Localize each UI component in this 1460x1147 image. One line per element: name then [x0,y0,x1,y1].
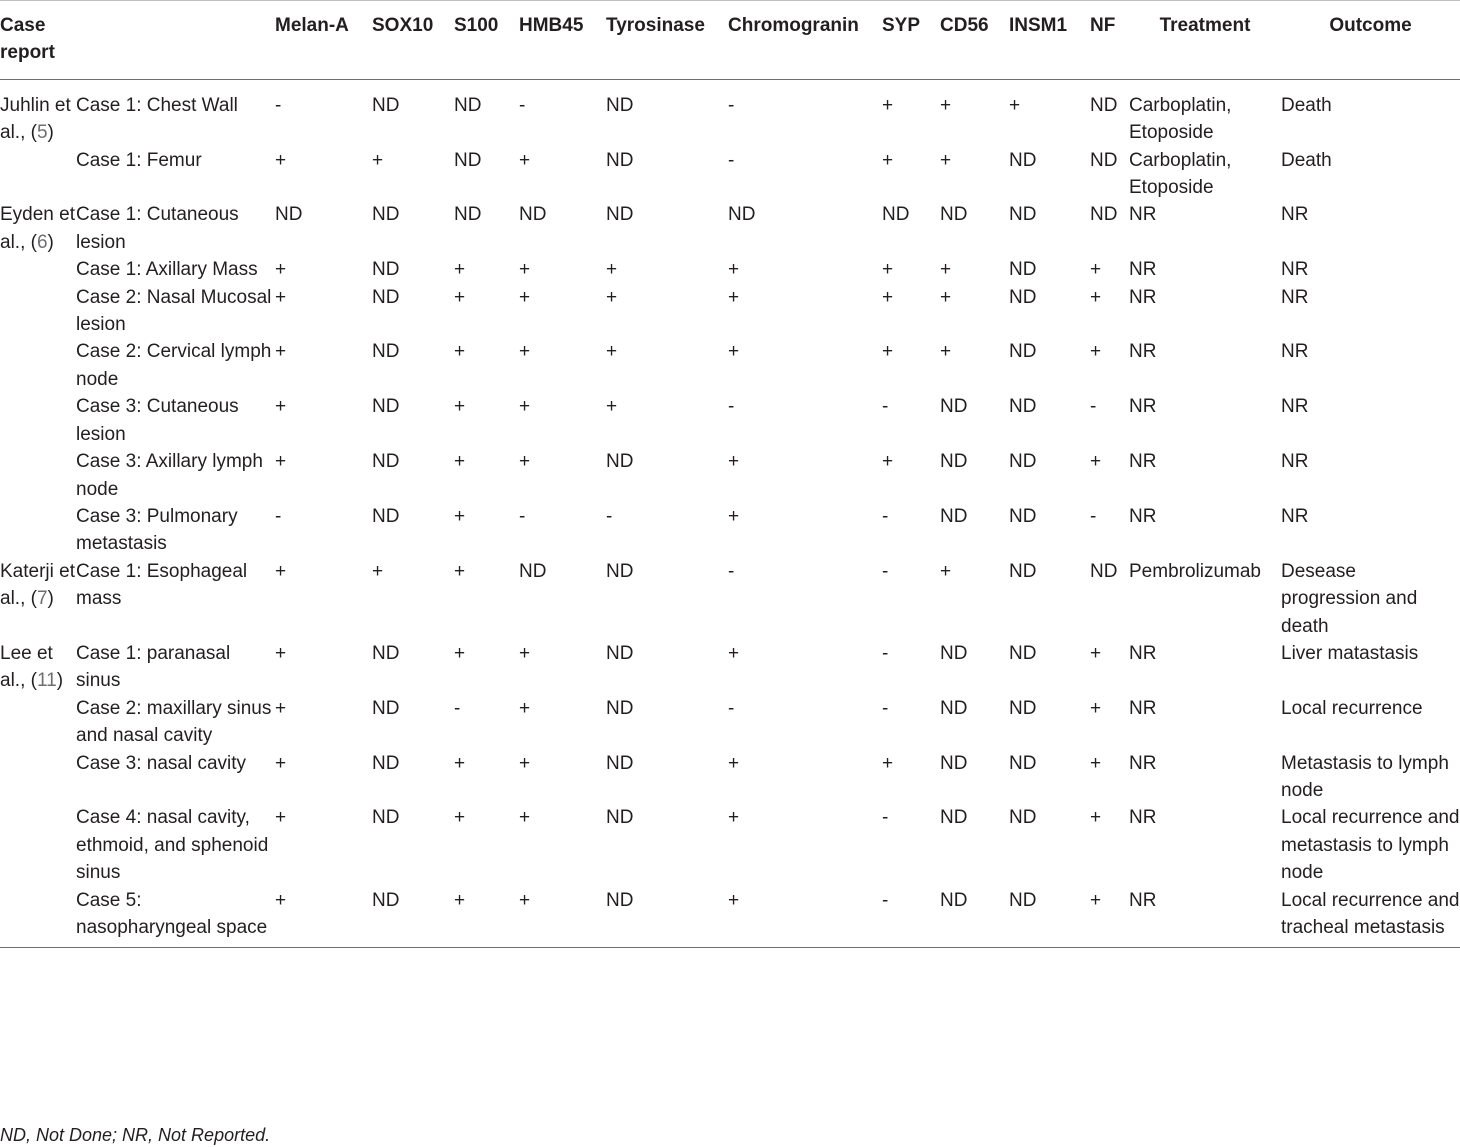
header-outcome: Outcome [1329,15,1412,36]
case-cell: Case 1: Femur [76,149,202,171]
marker-cell: + [728,752,740,774]
marker-cell: + [728,889,740,911]
marker-cell: + [454,259,466,281]
marker-cell: ND [372,889,400,911]
marker-cell: + [606,286,618,308]
marker-cell: ND [1009,505,1037,527]
marker-cell: - [728,396,735,418]
marker-cell: ND [606,752,634,774]
marker-cell: ND [940,697,968,719]
marker-cell: + [1090,451,1102,473]
case-cell: Case 3: nasal cavity [76,752,247,774]
header-syp: SYP [882,15,921,36]
table-row [0,448,1460,503]
marker-cell: + [1090,889,1102,911]
reference-link[interactable]: 6 [36,231,48,253]
marker-cell: - [1090,396,1097,418]
outcome-cell: Local recurrence and metastasis to lymph node [1281,807,1460,884]
marker-cell: ND [372,697,400,719]
marker-cell: ND [606,451,634,473]
author-cell [0,503,76,558]
marker-cell: + [454,505,466,527]
marker-cell: - [519,505,526,527]
marker-cell: + [519,396,531,418]
author-cell [0,887,76,948]
marker-cell: + [1090,697,1102,719]
marker-cell: + [728,286,740,308]
table-row [0,887,1460,948]
marker-cell: ND [372,259,400,281]
marker-cell: + [519,697,531,719]
marker-cell: + [882,286,894,308]
table-row [0,79,1460,146]
marker-cell: ND [1009,807,1037,829]
marker-cell: ND [1009,204,1037,226]
table-footnote: ND, Not Done; NR, Not Reported. [0,1125,271,1145]
author-cell [0,201,76,256]
marker-cell: ND [606,889,634,911]
marker-cell: + [454,752,466,774]
marker-cell: + [275,560,287,582]
marker-cell: ND [1009,697,1037,719]
marker-cell: + [728,642,740,664]
author-cell [0,338,76,393]
author-close: ) [47,588,54,610]
marker-cell: + [275,396,287,418]
marker-cell: ND [940,505,968,527]
header-melan-a: Melan-A [275,15,349,36]
treatment-cell: NR [1129,259,1157,281]
author-close: ) [47,122,54,144]
marker-cell: + [882,451,894,473]
outcome-cell: Local recurrence and tracheal metastasis [1281,889,1460,938]
case-cell: Case 1: Cutaneous lesion [76,204,239,253]
marker-cell: + [275,149,287,171]
header-nf: NF [1090,15,1116,36]
marker-cell: ND [728,204,756,226]
marker-cell: + [275,259,287,281]
outcome-cell: Metastasis to lymph node [1281,752,1449,801]
marker-cell: + [454,807,466,829]
treatment-cell: NR [1129,396,1157,418]
marker-cell: + [519,752,531,774]
case-cell: Case 4: nasal cavity, ethmoid, and sphenoid sinus [76,807,269,884]
marker-cell: + [728,505,740,527]
treatment-cell: NR [1129,204,1157,226]
case-cell: Case 5: nasopharyngeal space [76,889,268,938]
outcome-cell: NR [1281,341,1309,363]
reference-link[interactable]: 5 [36,122,48,144]
marker-cell: ND [606,204,634,226]
marker-cell: + [519,889,531,911]
marker-cell: + [454,341,466,363]
marker-cell: + [275,341,287,363]
header-chromogranin: Chromogranin [728,15,859,36]
marker-cell: ND [1009,642,1037,664]
marker-cell: ND [606,697,634,719]
author-cell [0,79,76,146]
marker-cell: ND [372,341,400,363]
header-hmb45: HMB45 [519,15,584,36]
table-row [0,804,1460,886]
table-row [0,503,1460,558]
marker-cell: + [728,451,740,473]
marker-cell: + [454,642,466,664]
author-cell [0,256,76,283]
outcome-cell: NR [1281,451,1309,473]
marker-cell: ND [940,889,968,911]
marker-cell: ND [372,505,400,527]
marker-cell: ND [606,94,634,116]
marker-cell: ND [1009,396,1037,418]
marker-cell: + [1090,807,1102,829]
marker-cell: ND [940,451,968,473]
case-cell: Case 1: paranasal sinus [76,642,231,692]
marker-cell: ND [372,286,400,308]
marker-cell: + [372,149,384,171]
marker-cell: ND [1009,752,1037,774]
table-row [0,201,1460,256]
marker-cell: + [519,259,531,281]
marker-cell: ND [606,149,634,171]
case-cell: Case 3: Axillary lymph node [76,451,263,500]
marker-cell: ND [940,204,968,226]
case-cell: Case 1: Chest Wall [76,94,238,116]
outcome-cell: NR [1281,286,1309,308]
treatment-cell: NR [1129,889,1157,911]
author-close: ) [47,231,54,253]
table-row [0,147,1460,202]
marker-cell: ND [940,396,968,418]
marker-cell: + [606,396,618,418]
author-cell [0,147,76,202]
outcome-cell: NR [1281,505,1309,527]
case-cell: Case 3: Cutaneous lesion [76,396,239,445]
case-cell: Case 2: Cervical lymph node [76,341,272,390]
outcome-cell: NR [1281,204,1309,226]
author-close: ) [56,670,64,692]
marker-cell: ND [940,752,968,774]
marker-cell: ND [372,807,400,829]
marker-cell: ND [606,560,634,582]
marker-cell: + [940,341,952,363]
marker-cell: + [940,560,952,582]
marker-cell: + [1090,286,1102,308]
author-cell [0,284,76,339]
marker-cell: ND [1009,286,1037,308]
marker-cell: ND [372,642,400,664]
marker-cell: + [275,642,287,664]
table-body [0,79,1460,948]
author-name: Juhlin et al., ( [0,94,71,144]
marker-cell: ND [1009,149,1037,171]
marker-cell: + [940,149,952,171]
treatment-cell: NR [1129,451,1157,473]
marker-cell: - [882,505,889,527]
marker-cell: ND [1090,94,1118,116]
header-tyrosinase: Tyrosinase [606,15,705,36]
marker-cell: ND [1009,889,1037,911]
marker-cell: + [454,286,466,308]
treatment-cell: Carboplatin, Etoposide [1129,149,1232,199]
marker-cell: - [728,149,735,171]
marker-cell: - [454,697,461,719]
marker-cell: ND [1009,560,1037,582]
author-cell [0,750,76,805]
marker-cell: + [454,889,466,911]
treatment-cell: NR [1129,505,1157,527]
header-blank [76,0,275,79]
marker-cell: ND [940,807,968,829]
marker-cell: + [454,396,466,418]
marker-cell: + [1090,752,1102,774]
marker-cell: + [275,752,287,774]
table-row [0,750,1460,805]
author-cell [0,804,76,886]
marker-cell: ND [275,204,303,226]
marker-cell: - [882,396,889,418]
marker-cell: + [519,642,531,664]
marker-cell: ND [454,94,482,116]
case-cell: Case 2: maxillary sinus and nasal cavity [76,697,272,747]
marker-cell: ND [1090,560,1118,582]
marker-cell: + [728,807,740,829]
marker-cell: ND [372,451,400,473]
marker-cell: + [372,560,384,582]
marker-cell: + [1090,642,1102,664]
author-name: Eyden et al., ( [0,204,75,253]
marker-cell: ND [372,204,400,226]
marker-cell: + [882,259,894,281]
author-cell [0,558,76,640]
marker-cell: - [519,94,526,116]
treatment-cell: NR [1129,286,1157,308]
marker-cell: ND [1090,149,1118,171]
marker-cell: + [1009,94,1021,116]
marker-cell: + [728,259,740,281]
marker-cell: + [728,341,740,363]
table-row [0,558,1460,640]
marker-cell: + [275,807,287,829]
header-sox10: SOX10 [372,15,434,36]
author-cell [0,640,76,695]
outcome-cell: Death [1281,149,1332,171]
case-cell: Case 2: Nasal Mucosal lesion [76,286,272,336]
table-row [0,393,1460,448]
marker-cell: + [940,259,952,281]
marker-cell: + [1090,341,1102,363]
marker-cell: + [606,259,618,281]
reference-link[interactable]: 7 [36,588,48,610]
outcome-cell: Desease progression and death [1281,560,1418,637]
table-row [0,695,1460,750]
marker-cell: - [606,505,613,527]
marker-cell: + [606,341,618,363]
marker-cell: ND [372,94,400,116]
marker-cell: - [1090,505,1097,527]
marker-cell: ND [882,204,910,226]
marker-cell: - [275,94,282,116]
header-cd56: CD56 [940,15,989,36]
marker-cell: + [454,560,466,582]
marker-cell: ND [1009,451,1037,473]
marker-cell: ND [519,560,547,582]
outcome-cell: NR [1281,396,1309,418]
author-cell [0,393,76,448]
reference-link[interactable]: 11 [36,670,57,692]
marker-cell: + [519,286,531,308]
author-cell [0,695,76,750]
treatment-cell: NR [1129,807,1157,829]
treatment-cell: NR [1129,752,1157,774]
marker-cell: - [882,889,889,911]
treatment-cell: NR [1129,642,1157,664]
marker-cell: + [519,451,531,473]
marker-cell: + [275,697,287,719]
outcome-cell: NR [1281,259,1309,281]
outcome-cell: Death [1281,94,1332,116]
marker-cell: + [519,341,531,363]
marker-cell: + [940,94,952,116]
case-cell: Case 1: Axillary Mass [76,259,258,281]
marker-cell: + [519,149,531,171]
treatment-cell: NR [1129,341,1157,363]
marker-cell: ND [1090,204,1118,226]
marker-cell: ND [1009,341,1037,363]
table-row [0,640,1460,695]
marker-cell: ND [606,807,634,829]
marker-cell: ND [454,149,482,171]
marker-cell: - [882,560,889,582]
outcome-cell: Liver matastasis [1281,642,1419,664]
marker-cell: - [728,697,735,719]
marker-cell: + [882,752,894,774]
marker-cell: - [275,505,282,527]
marker-cell: ND [372,396,400,418]
treatment-cell: Carboplatin, Etoposide [1129,94,1232,144]
treatment-cell: Pembrolizumab [1129,560,1261,582]
marker-cell: ND [519,204,547,226]
header-treatment: Treatment [1159,15,1251,36]
table-row [0,338,1460,393]
header-s100: S100 [454,15,499,36]
marker-cell: + [454,451,466,473]
marker-cell: + [940,286,952,308]
author-name: Katerji et al., ( [0,560,75,610]
marker-cell: ND [372,752,400,774]
case-cell: Case 3: Pulmonary metastasis [76,505,238,555]
header-row [0,0,1460,79]
marker-cell: + [519,807,531,829]
author-cell [0,448,76,503]
marker-cell: + [275,286,287,308]
marker-cell: - [882,697,889,719]
marker-cell: ND [1009,259,1037,281]
treatment-cell: NR [1129,697,1157,719]
marker-cell: - [882,642,889,664]
marker-cell: ND [940,642,968,664]
header-case-report: Case report [0,15,55,64]
marker-cell: + [882,341,894,363]
marker-cell: + [882,94,894,116]
author-name: Lee et al., ( [0,642,53,692]
table-row [0,256,1460,283]
outcome-cell: Local recurrence [1281,697,1423,719]
marker-cell: + [275,889,287,911]
marker-cell: - [728,560,735,582]
marker-cell: + [1090,259,1102,281]
marker-cell: - [882,807,889,829]
marker-cell: ND [606,642,634,664]
marker-cell: + [882,149,894,171]
marker-cell: ND [454,204,482,226]
table-row [0,284,1460,339]
marker-cell: - [728,94,735,116]
marker-cell: + [275,451,287,473]
case-cell: Case 1: Esophageal mass [76,560,248,610]
header-insm1: INSM1 [1009,15,1068,36]
